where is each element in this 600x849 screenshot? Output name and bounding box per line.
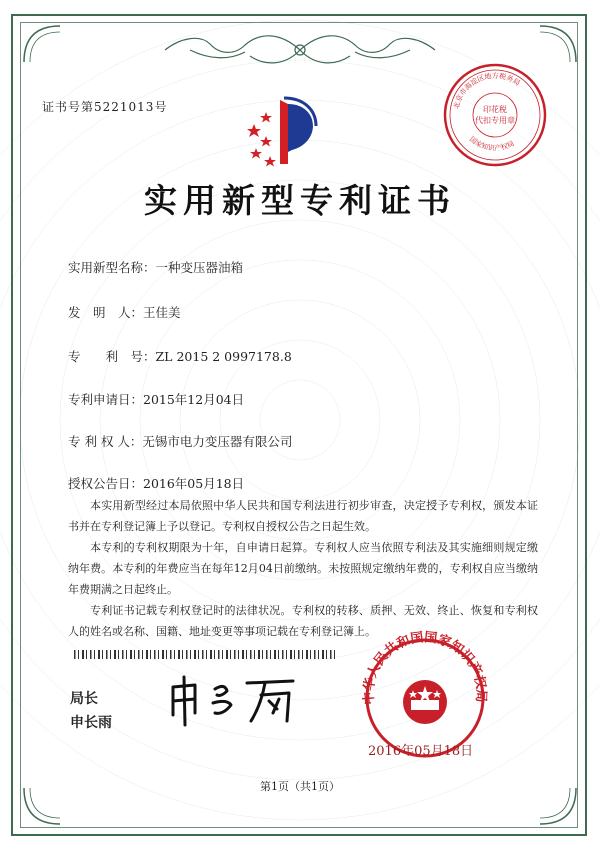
svg-text:印花税: 印花税 — [483, 105, 507, 114]
svg-text:北京市海淀区地方税务局: 北京市海淀区地方税务局 — [452, 71, 522, 110]
cnipa-logo-icon — [244, 92, 324, 172]
svg-text:中华人民共和国国家知识产权局: 中华人民共和国国家知识产权局 — [361, 630, 489, 706]
field-patentee: 专 利 权 人：无锡市电力变压器有限公司 — [68, 434, 293, 449]
svg-text:代扣专用章: 代扣专用章 — [475, 116, 515, 125]
signatory-name: 申长雨 — [70, 715, 112, 731]
field-filing-date: 专利申请日：2015年12月04日 — [68, 392, 245, 407]
field-grant-date: 授权公告日：2016年05月18日 — [68, 476, 245, 491]
tax-stamp-seal — [440, 60, 550, 170]
field-utility-model-name: 实用新型名称：一种变压器油箱 — [68, 260, 244, 275]
corner-ornament-icon — [22, 24, 62, 64]
corner-ornament-icon — [538, 24, 578, 64]
field-patent-number: 专 利 号：ZL 2015 2 0997178.8 — [68, 349, 292, 364]
signatory-title: 局长 — [70, 691, 98, 707]
seal-date: 2016年05月18日 — [368, 744, 474, 759]
certificate-title: 实用新型专利证书 — [144, 181, 456, 220]
body-paragraph-3: 专利证书记载专利权登记时的法律状况。专利权的转移、质押、无效、终止、恢复和专利权人的姓名或名称、国籍、地址变更等事项记载在专利登记簿上。 — [68, 604, 538, 638]
barcode-icon — [74, 650, 336, 659]
field-inventor: 发 明 人：王佳美 — [68, 305, 181, 320]
svg-text:国家知识产权局: 国家知识产权局 — [467, 135, 516, 153]
handwritten-signature — [165, 675, 305, 730]
certificate-number: 证书号第5221013号 — [42, 100, 168, 114]
body-paragraph-2: 本专利的专利权期限为十年，自申请日起算。专利权人应当依照专利法及其实施细则规定缴纳年费。本专利的年费应当在每年12月04日前缴纳。未按照规定缴纳年费的，专利权自应当缴纳年费期满之日起终止。 — [68, 541, 538, 596]
top-ornament-icon — [150, 30, 450, 70]
body-paragraph-1: 本实用新型经过本局依照中华人民共和国专利法进行初步审查，决定授予专利权，颁发本证书并在专利登记簿上予以登记。专利权自授权公告之日起生效。 — [68, 499, 538, 533]
page-number: 第1页（共1页） — [260, 780, 340, 793]
